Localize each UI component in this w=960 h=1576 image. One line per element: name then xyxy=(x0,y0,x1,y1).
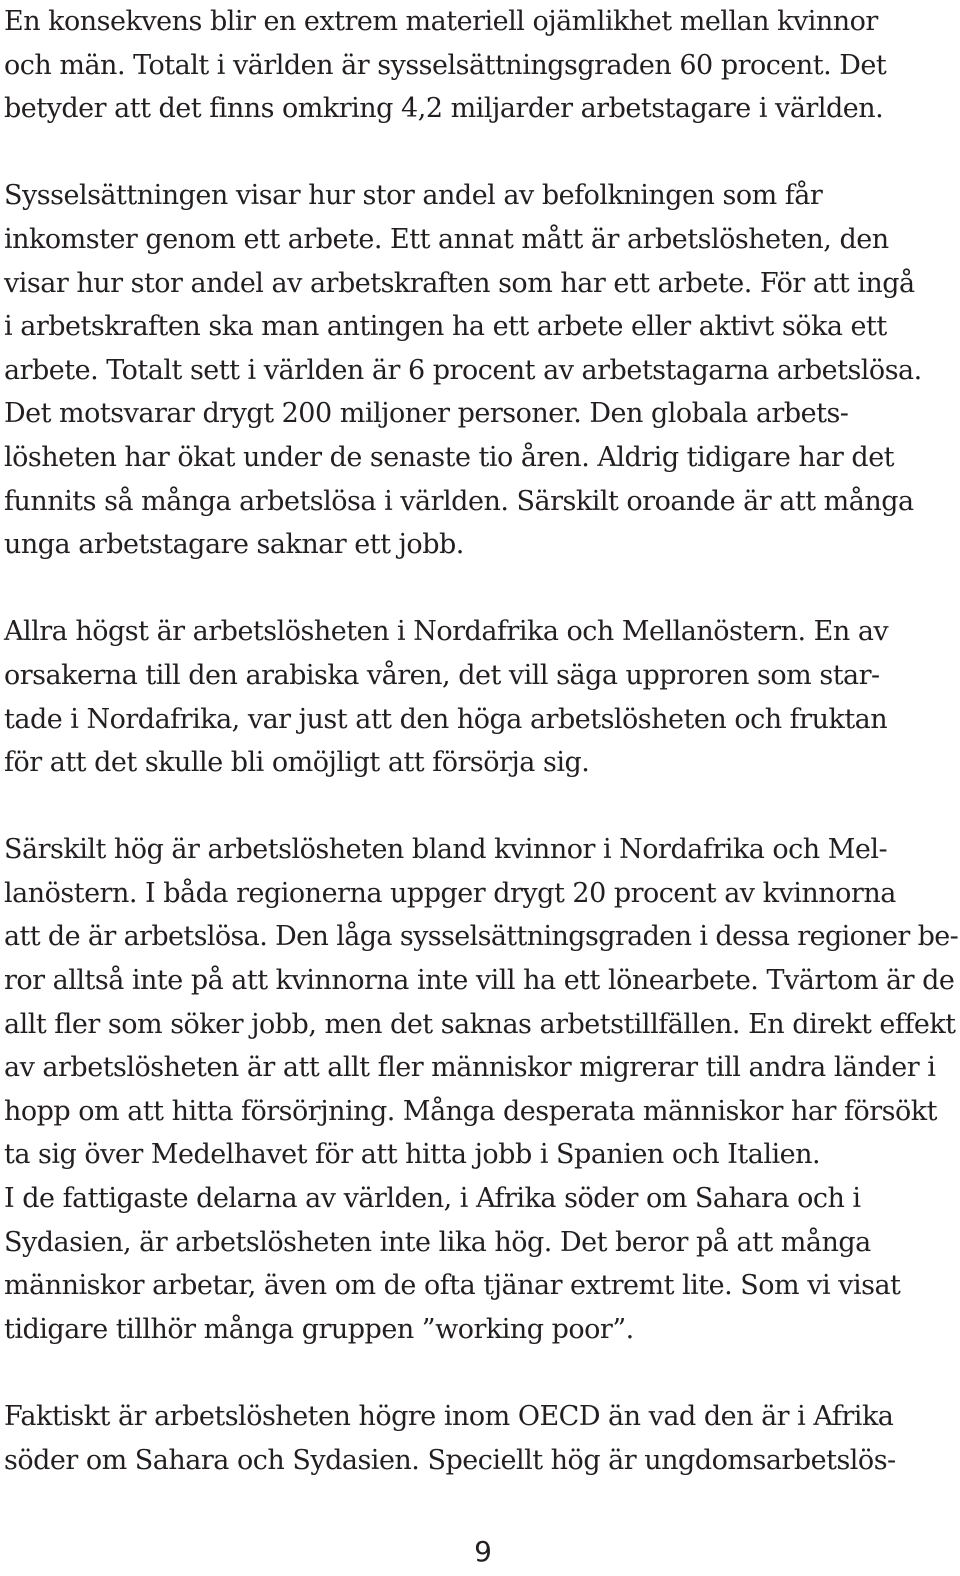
document-page xyxy=(4,0,958,1482)
paragraph-gap xyxy=(4,567,958,611)
text-line: Det motsvarar drygt 200 miljoner personer. Den globala arbets- xyxy=(4,398,849,430)
text-line: Sysselsättningen visar hur stor andel av befolkningen som får xyxy=(4,180,823,212)
text-line: Sydasien, är arbetslösheten inte lika hög. Det beror på att många xyxy=(4,1226,871,1258)
text-line: hopp om att hitta försörjning. Många desperata människor har försökt xyxy=(4,1095,937,1127)
text-line: betyder att det finns omkring 4,2 miljarder arbetstagare i världen. xyxy=(4,93,884,125)
paragraph-5 xyxy=(4,1395,958,1482)
text-line: för att det skulle bli omöjligt att försörja sig. xyxy=(4,747,590,779)
text-line: lanöstern. I båda regionerna uppger drygt 20 procent av kvinnorna xyxy=(4,877,896,909)
text-line: En konsekvens blir en extrem materiell ojämlikhet mellan kvinnor xyxy=(4,6,878,37)
text-line: Allra högst är arbetslösheten i Nordafrika och Mellanöstern. En av xyxy=(4,616,889,648)
text-line: tidigare tillhör många gruppen ”working poor”. xyxy=(4,1313,634,1345)
text-line: Faktiskt är arbetslösheten högre inom OECD än vad den är i Afrika xyxy=(4,1401,894,1432)
paragraph-1 xyxy=(4,0,958,131)
paragraph-gap xyxy=(4,785,958,829)
text-line: inkomster genom ett arbete. Ett annat mått är arbetslösheten, den xyxy=(4,223,889,255)
text-line: att de är arbetslösa. Den låga sysselsättningsgraden i dessa regioner be- xyxy=(4,921,959,953)
text-line: lösheten har ökat under de senaste tio åren. Aldrig tidigare har det xyxy=(4,441,895,473)
text-line: ta sig över Medelhavet för att hitta jobb i Spanien och Italien. xyxy=(4,1139,821,1171)
text-line: och män. Totalt i världen är sysselsättningsgraden 60 procent. Det xyxy=(4,49,887,81)
text-line: människor arbetar, även om de ofta tjänar extremt lite. Som vi visat xyxy=(4,1270,901,1302)
text-line: söder om Sahara och Sydasien. Speciellt hög är ungdomsarbetslös- xyxy=(4,1444,896,1476)
paragraph-4 xyxy=(4,828,958,1351)
page-number: 9 xyxy=(474,1535,492,1568)
text-line: tade i Nordafrika, var just att den höga arbetslösheten och fruktan xyxy=(4,703,888,735)
text-line: funnits så många arbetslösa i världen. Särskilt oroande är att många xyxy=(4,485,914,517)
text-line: I de fattigaste delarna av världen, i Afrika söder om Sahara och i xyxy=(4,1183,861,1215)
paragraph-3 xyxy=(4,610,958,784)
text-line: unga arbetstagare saknar ett jobb. xyxy=(4,529,464,561)
text-line: Särskilt hög är arbetslösheten bland kvinnor i Nordafrika och Mel- xyxy=(4,834,888,866)
paragraph-2 xyxy=(4,174,958,566)
text-line: av arbetslösheten är att allt fler människor migrerar till andra länder i xyxy=(4,1052,936,1084)
text-line: i arbetskraften ska man antingen ha ett arbete eller aktivt söka ett xyxy=(4,311,887,343)
text-line: allt fler som söker jobb, men det saknas arbetstillfällen. En direkt effekt xyxy=(4,1008,956,1040)
paragraph-gap xyxy=(4,1351,958,1395)
text-line: visar hur stor andel av arbetskraften som har ett arbete. För att ingå xyxy=(4,267,915,299)
text-line: ror alltså inte på att kvinnorna inte vill ha ett lönearbete. Tvärtom är de xyxy=(4,965,955,997)
text-line: arbete. Totalt sett i världen är 6 procent av arbetstagarna arbetslösa. xyxy=(4,354,922,386)
text-line: orsakerna till den arabiska våren, det vill säga upproren som star- xyxy=(4,659,880,691)
paragraph-gap xyxy=(4,131,958,175)
